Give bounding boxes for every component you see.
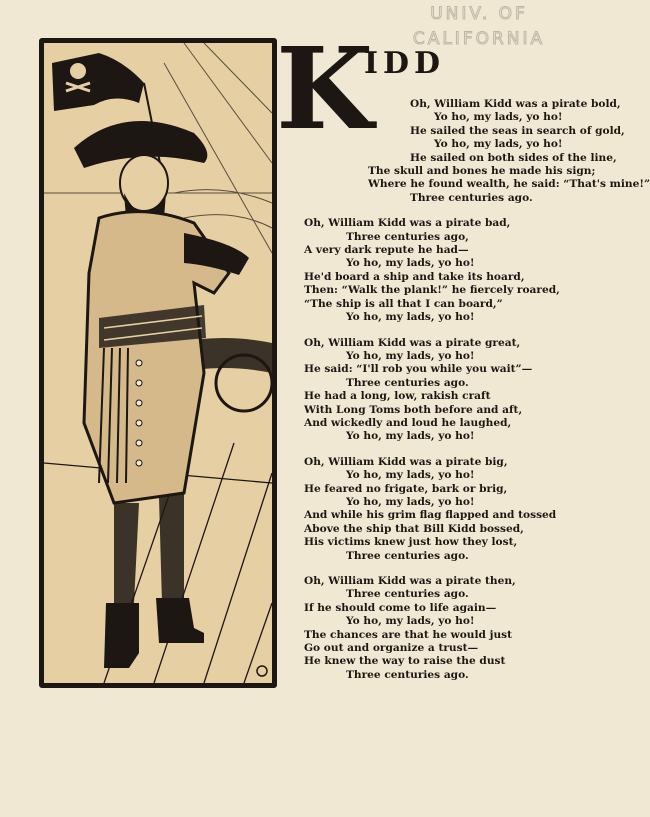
poem-line: “The ship is all that I can board,” <box>304 297 503 310</box>
poem-line: If he should come to life again— <box>304 601 497 614</box>
poem-line: Yo ho, my lads, yo ho! <box>346 311 475 324</box>
poem-line: Above the ship that Bill Kidd bossed, <box>304 522 524 535</box>
stamp-line-1: UNIV. OF <box>430 4 528 24</box>
poem-line: Yo ho, my lads, yo ho! <box>346 349 475 362</box>
poem-line: Where he found wealth, he said: “That's mine!” <box>368 178 650 191</box>
poem-line: Yo ho, my lads, yo ho! <box>434 138 563 151</box>
stanza <box>304 337 594 444</box>
poem-line: Three centuries ago. <box>410 191 533 204</box>
poem-line: Yo ho, my lads, yo ho! <box>346 430 475 443</box>
poem-line: And while his grim flag flapped and tossed <box>304 509 557 522</box>
poem-line: Oh, William Kidd was a pirate bold, <box>410 98 621 110</box>
poem-line: He sailed on both sides of the line, <box>410 151 617 164</box>
poem-line: Three centuries ago. <box>346 588 469 601</box>
stanza <box>304 456 594 563</box>
poem-line: Yo ho, my lads, yo ho! <box>346 495 475 508</box>
poem-line: And wickedly and loud he laughed, <box>304 416 512 429</box>
library-stamp <box>404 2 554 52</box>
poem-line: Then: “Walk the plank!” he fiercely roared, <box>304 284 560 297</box>
poem-line: Three centuries ago. <box>346 668 469 681</box>
drop-cap-k: K <box>276 24 374 155</box>
poem-line: Three centuries ago. <box>346 376 469 389</box>
poem-line: Three centuries ago, <box>346 230 469 243</box>
stanza <box>368 98 650 205</box>
poem-line: He said: “I'll rob you while you wait”— <box>304 363 533 376</box>
poem-line: Go out and organize a trust— <box>304 642 479 655</box>
poem-line: His victims knew just how they lost, <box>304 536 518 549</box>
poem-line: Oh, William Kidd was a pirate bad, <box>304 217 511 230</box>
poem-line: Oh, William Kidd was a pirate great, <box>304 336 521 349</box>
poem-line: A very dark repute he had— <box>304 244 469 257</box>
stanza <box>304 575 594 682</box>
poem-line: He feared no frigate, bark or brig, <box>304 482 508 495</box>
poem-line: The skull and bones he made his sign; <box>368 165 596 178</box>
poem-line: Oh, William Kidd was a pirate big, <box>304 455 508 468</box>
title-rest: IDD <box>364 46 446 81</box>
poem-line: He'd board a ship and take its hoard, <box>304 270 525 283</box>
poem-line: Yo ho, my lads, yo ho! <box>346 257 475 270</box>
poem-line: He sailed the seas in search of gold, <box>410 124 625 137</box>
poem-line: Yo ho, my lads, yo ho! <box>346 469 475 482</box>
pirate-drawing <box>44 43 272 683</box>
poem <box>304 98 650 694</box>
pirate-illustration <box>39 38 277 688</box>
poem-line: Oh, William Kidd was a pirate then, <box>304 575 516 587</box>
stamp-line-2: CALIFORNIA <box>412 29 546 49</box>
poem-line: With Long Toms both before and aft, <box>304 403 523 416</box>
poem-line: Yo ho, my lads, yo ho! <box>346 615 475 628</box>
poem-line: He had a long, low, rakish craft <box>304 390 491 403</box>
flag <box>52 53 144 111</box>
poem-line: The chances are that he would just <box>304 628 513 641</box>
poem-line: He knew the way to raise the dust <box>304 655 506 668</box>
poem-line: Three centuries ago. <box>346 549 469 562</box>
poem-line: Yo ho, my lads, yo ho! <box>434 111 563 124</box>
stanza <box>304 217 594 324</box>
